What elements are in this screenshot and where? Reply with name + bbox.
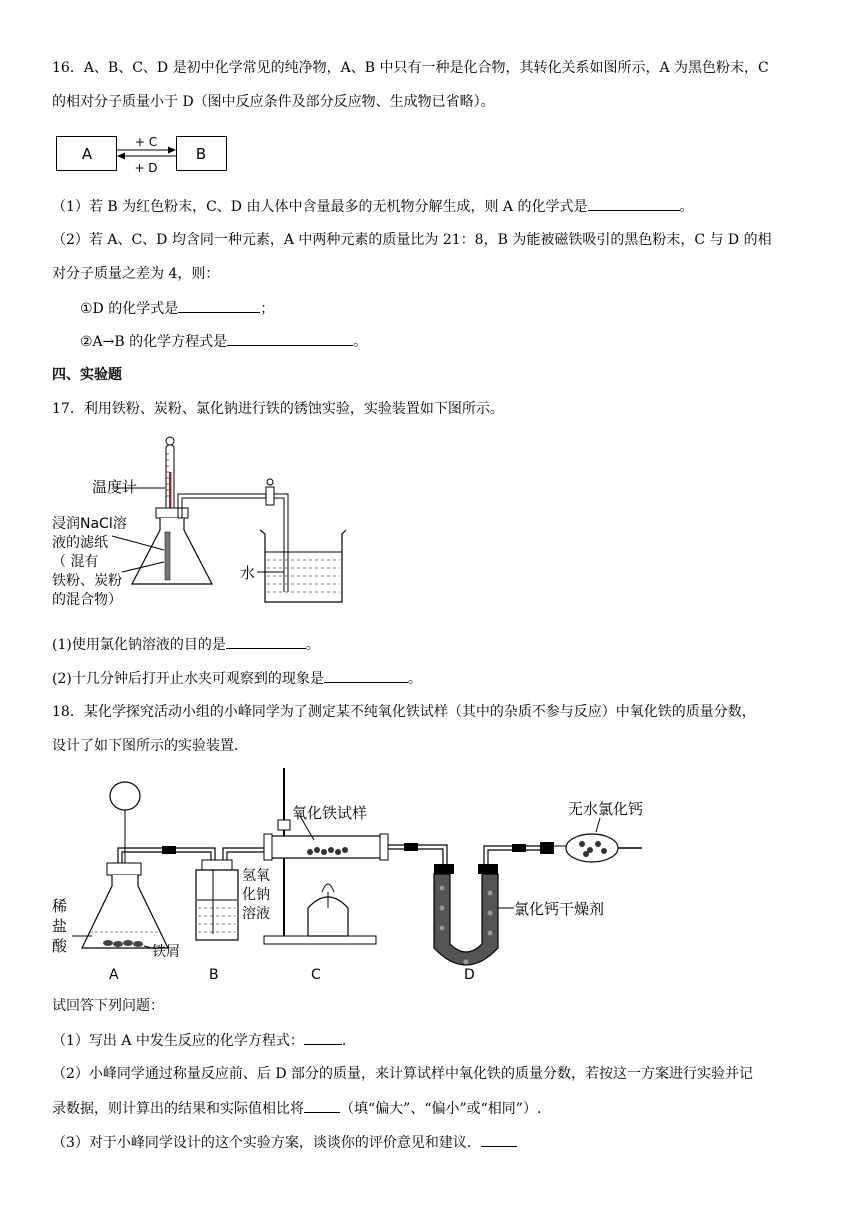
paper-label-2: 液的滤纸 bbox=[52, 535, 108, 551]
label-b: B bbox=[209, 967, 219, 983]
arrow-right-icon bbox=[168, 147, 176, 154]
arrow-left-icon bbox=[117, 153, 125, 160]
q16-line2: 的相对分子质量小于 D（图中反应条件及部分反应物、生成物已省略）。 bbox=[52, 94, 495, 110]
arrow-bottom-label: + D bbox=[134, 161, 158, 175]
answer-blank[interactable] bbox=[324, 668, 408, 683]
combustion-tube-icon bbox=[266, 836, 386, 858]
q16-p2-line1: （2）若 A、C、D 均含同一种元素，A 中两种元素的质量比为 21：8，B 为能被磁铁吸引的黑色粉末，C 与 D 的相 bbox=[52, 232, 772, 248]
q18-p3: （3）对于小峰同学设计的这个实验方案，谈谈你的评价意见和建议． bbox=[52, 1132, 517, 1153]
q17-p1: (1)使用氯化钠溶液的目的是 。 bbox=[52, 634, 320, 655]
paper-label-1: 浸润NaCl溶 bbox=[52, 516, 127, 532]
answer-blank[interactable] bbox=[481, 1132, 517, 1147]
paper-label-3: （ 混有 bbox=[52, 554, 99, 570]
label-a: A bbox=[109, 967, 119, 983]
q16-ab-diagram bbox=[56, 132, 236, 178]
paper-label-4: 铁粉、炭粉 bbox=[52, 573, 122, 589]
q18-prompt: 试回答下列问题： bbox=[52, 998, 164, 1014]
q16-line1: 16．A、B、C、D 是初中化学常见的纯净物，A、B 中只有一种是化合物，其转化关系如图所示，A 为黑色粉末，C bbox=[52, 60, 769, 76]
paper-label-5: 的混合物） bbox=[52, 592, 122, 608]
q18-apparatus bbox=[52, 768, 672, 984]
acid-label-1: 稀 bbox=[52, 897, 68, 915]
answer-blank[interactable] bbox=[178, 298, 260, 313]
box-b-label: B bbox=[195, 145, 207, 163]
q17-rust-apparatus bbox=[52, 432, 352, 610]
funnel-icon bbox=[110, 782, 140, 810]
iron-label: 铁屑 bbox=[152, 944, 180, 960]
clamp-icon bbox=[266, 487, 274, 505]
q16-p2-line2: 对分子质量之差为 4，则： bbox=[52, 266, 220, 282]
flask-a-icon bbox=[82, 875, 168, 948]
flask-icon bbox=[132, 518, 212, 584]
sample-label: 氧化铁试样 bbox=[292, 804, 368, 822]
section-title: 四、实验题 bbox=[52, 367, 122, 383]
answer-blank[interactable] bbox=[304, 1098, 340, 1113]
q18-p1: （1）写出 A 中发生反应的化学方程式： . bbox=[52, 1030, 346, 1051]
beaker-icon bbox=[260, 530, 346, 602]
q18-line1: 18．某化学探究活动小组的小峰同学为了测定某不纯氧化铁试样（其中的杂质不参与反应）中氧化铁的质量分数， bbox=[52, 704, 756, 720]
box-a-label: A bbox=[81, 145, 93, 163]
thermometer-label: 温度计 bbox=[92, 478, 138, 496]
dryer-label: 氯化钙干燥剂 bbox=[514, 900, 605, 918]
answer-blank[interactable] bbox=[304, 1030, 342, 1045]
q18-line2: 设计了如下图所示的实验装置． bbox=[52, 738, 248, 754]
q16-sub2: ②A→B 的化学方程式是 。 bbox=[80, 331, 367, 352]
label-d: D bbox=[464, 967, 475, 983]
acid-label-2: 盐 bbox=[52, 917, 68, 935]
cacl2-label: 无水氯化钙 bbox=[568, 800, 644, 818]
answer-blank[interactable] bbox=[226, 634, 306, 649]
answer-blank[interactable] bbox=[227, 331, 353, 346]
naoh-label-2: 化钠 bbox=[242, 887, 270, 903]
q18-p2-line1: （2）小峰同学通过称量反应前、后 D 部分的质量，来计算试样中氧化铁的质量分数，若按这一方案进行实验并记 bbox=[52, 1066, 754, 1082]
naoh-label-1: 氢氧 bbox=[242, 868, 270, 884]
thermometer-top-icon bbox=[166, 437, 174, 445]
naoh-label-3: 溶液 bbox=[242, 906, 270, 922]
acid-label-3: 酸 bbox=[52, 937, 68, 955]
bottle-b-icon bbox=[196, 870, 238, 940]
label-c: C bbox=[311, 967, 321, 983]
arrow-top-label: + C bbox=[134, 135, 158, 149]
q17-p2: (2)十几分钟后打开止水夹可观察到的现象是 。 bbox=[52, 668, 422, 689]
water-label: 水 bbox=[240, 564, 256, 582]
q17-intro: 17．利用铁粉、炭粉、氯化钠进行铁的锈蚀实验，实验装置如下图所示。 bbox=[52, 401, 504, 417]
q18-p2-line2: 录数据，则计算出的结果和实际值相比将 （填“偏大”、“偏小”或“相同”）. bbox=[52, 1098, 541, 1119]
answer-blank[interactable] bbox=[588, 196, 680, 211]
q16-p1: （1）若 B 为红色粉末，C、D 由人体中含量最多的无机物分解生成，则 A 的化学式是 。 bbox=[52, 196, 694, 217]
q16-sub1: ①D 的化学式是 ； bbox=[80, 298, 274, 319]
